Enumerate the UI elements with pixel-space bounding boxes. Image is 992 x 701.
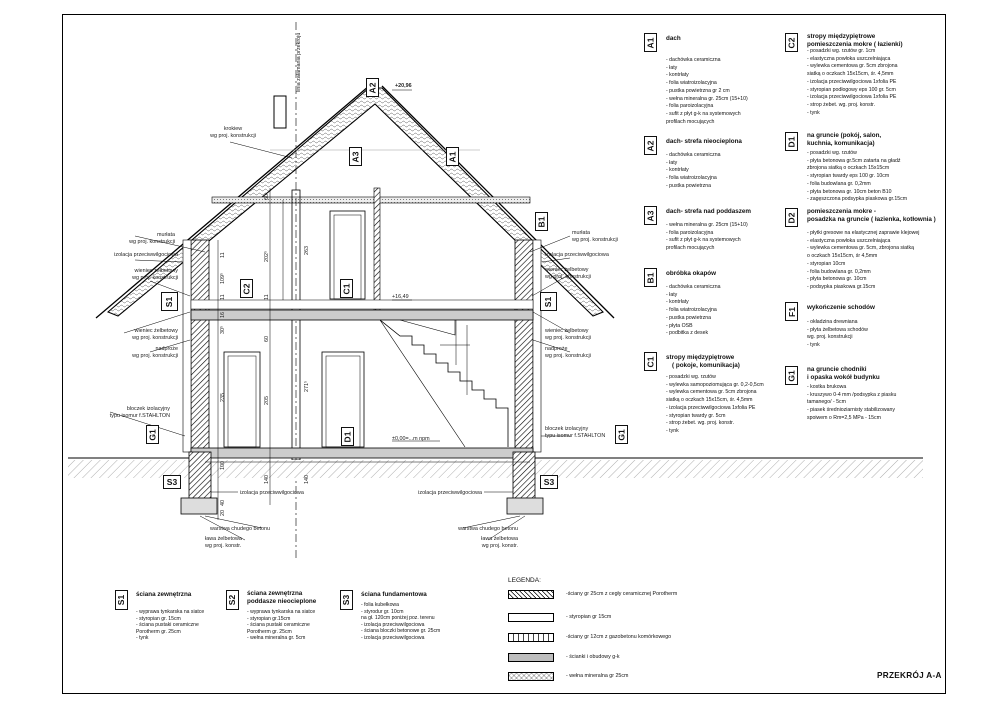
lawa-left-2: wg proj. konstr. [205, 543, 242, 549]
dim-100: 100 [220, 461, 226, 470]
legend-item-foam [508, 613, 808, 625]
bloczek-right-2: typu isomur f.STAHLTON [545, 433, 606, 439]
spec-f1-title: wykończenie schodów [807, 304, 875, 311]
spec-s1-tag: S1 [115, 590, 128, 610]
spec-s1-items: - wyprawa tynkarska na siatce - styropian gr. 15cm - ściana pustaki ceramiczne Porotherm gr. 25cm - tynk [136, 609, 205, 642]
dim-140a: 140 [264, 475, 270, 484]
spec-s3-title: ściana fundamentowa [361, 591, 427, 598]
lawa-left: ława żelbetowa [205, 536, 242, 542]
legend-item-gk [508, 653, 808, 665]
spec-c1-items: - posadzki wg. rzutów - wylewka samopoziomująca gr. 0,2-0,5cm - wylewka cementowa gr. 5cm zbrojona siatką o oczkach 15x15cm, śr. 4,5mm - izolacja przeciwwilgociowa 1xfolia PE - styropian twardy gr. 5cm - strop żebet. wg. proj. konstr. - tynk [666, 374, 764, 434]
legend-item-gas [508, 633, 808, 645]
nadproze-right: nadproże [545, 346, 568, 352]
dim-263: 263 [304, 246, 310, 255]
tag-a2: A2 [366, 78, 379, 97]
spec-b1-items: - dachówka ceramiczna - łaty - kontrłaty - folia wiatroizolacyjna - pustka powietrzna - płyta OSB - podbitka z desek [666, 284, 721, 337]
aerated-concrete-swatch [508, 633, 554, 642]
dim-11c: 11 [220, 252, 226, 258]
spec-b1-tag: B1 [644, 268, 657, 287]
legend-label: - styropian gr 15cm [566, 614, 612, 620]
spec-c1-title: stropy międzypiętrowe ( pokoje, komunikacja) [666, 354, 740, 369]
spec-a1-tag: A1 [644, 33, 657, 52]
dim-205: 205 [264, 396, 270, 405]
tag-s3-right: S3 [540, 475, 558, 489]
dim-202: 202⁵ [264, 250, 270, 262]
bloczek-left: bloczek izolacyjny [126, 406, 170, 412]
spec-f1-items: - okładzina drewniana - płyta żelbetowa schodów wg. proj. konstrukcji - tynk [807, 319, 868, 349]
spec-s3-items: - folia kubełkowa - styrodur gr. 10cm na gł. 120cm poniżej poz. terenu - izolacja przeciwwilgociowa - ściana bloczki betonowe gr. 25cm - izolacja przeciwwilgociowa [361, 602, 441, 641]
legend-item-brick [508, 590, 808, 602]
dim-11: 11 [220, 294, 226, 300]
tag-s1-left: S1 [161, 292, 178, 311]
brick-wall-swatch [508, 590, 554, 599]
spec-s2-items: - wyprawa tynkarska na siatce - styropian gr.15cm - ściana pustaki ceramiczne Porotherm gr. 25cm - wełna mineralna gr. 5cm [247, 609, 316, 642]
nadproze-left-2: wg proj. konstrukcji [132, 353, 178, 359]
spec-c2-tag: C2 [785, 33, 798, 52]
dim-140b: 140 [304, 475, 310, 484]
wieniec-right-top: wieniec żelbetowy [545, 267, 589, 273]
spec-a2-tag: A2 [644, 136, 657, 155]
izolacja-right: izolacja przeciwwilgociowa [545, 252, 609, 258]
wieniec-left-top-2: wg proj. konstrukcji [132, 275, 178, 281]
dim-271: 271⁵ [304, 380, 310, 392]
spec-d1-title: na gruncie (pokój, salon, kuchnia, komunikacja) [807, 132, 882, 147]
tag-d1: D1 [341, 427, 354, 446]
spec-g1-tag: G1 [785, 366, 798, 385]
lawa-right-2: wg proj. konstr. [481, 543, 518, 549]
dim-60b: 60 [264, 336, 270, 342]
spec-s1-title: ściana zewnętrzna [136, 591, 192, 598]
tag-g1-left: G1 [146, 425, 159, 444]
chimney [274, 22, 300, 560]
spec-c1-tag: C1 [644, 352, 657, 371]
dim-109: 109⁵ [220, 272, 226, 284]
krokiew-label-2: wg proj. konstrukcji [210, 133, 256, 139]
foam-swatch [508, 613, 554, 622]
wieniec-left-mid: wieniec żelbetowy [134, 328, 178, 334]
dim-40: 40 [220, 500, 226, 506]
dim-20: 20 [220, 510, 226, 516]
spec-a2-items: - dachówka ceramiczna - łaty - kontrłaty - folia wiatroizolacyjna - pustka powietrzna [666, 152, 721, 189]
izolacja-left: izolacja przeciwwilgociowa [114, 252, 178, 258]
nadproze-right-2: wg proj. konstrukcji [545, 353, 591, 359]
tag-c2: C2 [240, 279, 253, 298]
lawa-right: ława żelbetowa [481, 536, 518, 542]
legend-title: LEGENDA: [508, 577, 541, 584]
spec-a3-title: dach- strefa nad poddaszem [666, 208, 752, 215]
spec-f1-tag: F1 [785, 302, 798, 321]
spec-c2-items: - posadzki wg. rzutów gr. 1cm - elastyczna powłoka uszczelniająca - wylewka cementowa gr. 5cm zbrojona siatką o oczkach 15x15cm, śr. 4,5mm - izolacja przeciwwilgociowa 1xfolia PE - styropian podłogowy eps 100 gr. 5cm - izolacja przeciwwilgociowa 1xfolia PE - strop żebet. wg. proj. konstr. - tynk [807, 48, 898, 116]
spec-d1-items: - posadzki wg. rzutów - płyta betonowa gr.5cm zatarta na gładź zbrojona siatką o oczkach 15x15cm - styropian twardy eps 100 gr. 10cm - folia budowlana gr. 0,2mm - płyta betonowa gr. 10cm beton B10 - zagęszczona podsypka piaskowa gr.15cm [807, 150, 908, 203]
spec-c2-title: stropy międzypiętrowe pomieszczenia mokre ( łazienki) [807, 33, 903, 48]
tag-s3-left: S3 [163, 475, 181, 489]
legend-label: -ściany gr 12cm z gazobetonu komórkowego [566, 634, 672, 640]
krokiew-label: krokiew [223, 126, 243, 132]
nadproze-left: nadproże [155, 346, 178, 352]
spec-a3-tag: A3 [644, 206, 657, 225]
spec-g1-title: na gruncie chodniki i opaska wokół budynku [807, 366, 880, 381]
bloczek-left-2: typu isomur f.STAHLTON [109, 413, 170, 419]
spec-a1-title: dach [666, 35, 681, 42]
wieniec-right-mid: wieniec żelbetowy [545, 328, 589, 334]
wieniec-right-mid-2: wg proj. konstrukcji [545, 335, 591, 341]
spec-s3-tag: S3 [340, 590, 353, 610]
spec-s2-title: ściana zewnętrzna poddasze nieocieplone [247, 590, 317, 605]
spec-d2-items: - płytki gresowe na elastycznej zaprawie klejowej - elastyczna powłoka uszczelniająca - wylewka cementowa gr. 5cm, zbrojona siatką o oczkach 15x15cm, śr 4,5mm - styropian 10cm - folia budowlana gr. 0,2mm - płyta betonowa gr. 10cm - podsypka piaskowa gr.15cm [807, 230, 920, 290]
spec-a2-title: dach- strefa nieocieplona [666, 138, 742, 145]
chudy-left: warstwa chudego betonu [210, 526, 270, 532]
ridge-level: +20,96 [395, 83, 412, 89]
tag-a1: A1 [446, 147, 459, 166]
murlata-left: murłata [157, 232, 175, 238]
tag-g1-right: G1 [615, 425, 628, 444]
tag-b1: B1 [535, 212, 548, 231]
izol-found-left: izolacja przeciwwilgociowa [240, 490, 304, 496]
murlata-right-2: wg proj. konstrukcji [572, 237, 618, 243]
ground-and-foundation [68, 452, 923, 514]
tag-s1-right: S1 [540, 292, 557, 311]
murlata-right: murłata [572, 230, 590, 236]
dim-235: 235 [220, 393, 226, 402]
spec-d2-title: pomieszczenia mokre - posadzka na gruncie ( łazienka, kotłownia ) [807, 208, 936, 223]
izol-found-right: izolacja przeciwwilgociowa [418, 490, 482, 496]
dim-16: 16 [220, 312, 226, 318]
dim-30: 30⁵ [220, 325, 226, 334]
spec-a1-items: - dachówka ceramiczna - łaty - kontrłaty - folia wiatroizolacyjna - pustka powietrzna gr 2 cm - wełna mineralna gr. 25cm (15+10) - folia paroizolacyjna - sufit z płyt g-k na systemowych profilach mocujących [666, 57, 748, 125]
mineral-wool-swatch [508, 672, 554, 681]
bloczek-right: bloczek izolacyjny [545, 426, 589, 432]
floor-slabs [191, 300, 533, 458]
tag-c1: C1 [340, 279, 353, 298]
wieniec-left-top: wieniec żelbetowy [134, 268, 178, 274]
spec-b1-title: obróbka okapów [666, 270, 717, 277]
legend-label: -ściany gr 25cm z cegły ceramicznej Porotherm [566, 591, 678, 597]
wieniec-right-top-2: wg proj. konstrukcji [545, 274, 591, 280]
zero-level: ±0,00=...m npm [392, 436, 430, 442]
tag-a3: A3 [349, 147, 362, 166]
spec-s2-tag: S2 [226, 590, 239, 610]
spec-d1-tag: D1 [785, 132, 798, 151]
spec-g1-items: - kostka brukowa - kruszywo 0-4 mm /podsypka z piasku tamanego/ - 5cm - piasek średnioziarnisty stabilizowany spoiwem o Rm=2,5 MPa - 15cm [807, 384, 897, 421]
plasterboard-swatch [508, 653, 554, 662]
drawing-title: PRZEKRÓJ A-A [877, 671, 942, 680]
dim-11b: 11 [264, 294, 270, 300]
staircase [380, 320, 508, 447]
doors [224, 211, 365, 447]
chimney-axis-label: linia załamania przekroju [296, 32, 302, 92]
spec-d2-tag: D2 [785, 208, 798, 227]
dim-60: 60 [264, 194, 270, 200]
spec-a3-items: - wełna mineralna gr. 25cm (15+10) - folia paroizolacyjna - sufit z płyt g-k na systemowych profilach mocujących [666, 222, 748, 252]
chudy-right: warstwa chudego betonu [458, 526, 518, 532]
wieniec-left-mid-2: wg proj. konstrukcji [132, 335, 178, 341]
murlata-left-2: wg proj. konstrukcji [129, 239, 175, 245]
legend-label: - wełna mineralna gr 25cm [566, 673, 629, 679]
legend-item-wool [508, 672, 808, 684]
floor-level: +16,49 [392, 294, 409, 300]
legend-label: - ścianki i obudowy g-k [566, 654, 620, 660]
